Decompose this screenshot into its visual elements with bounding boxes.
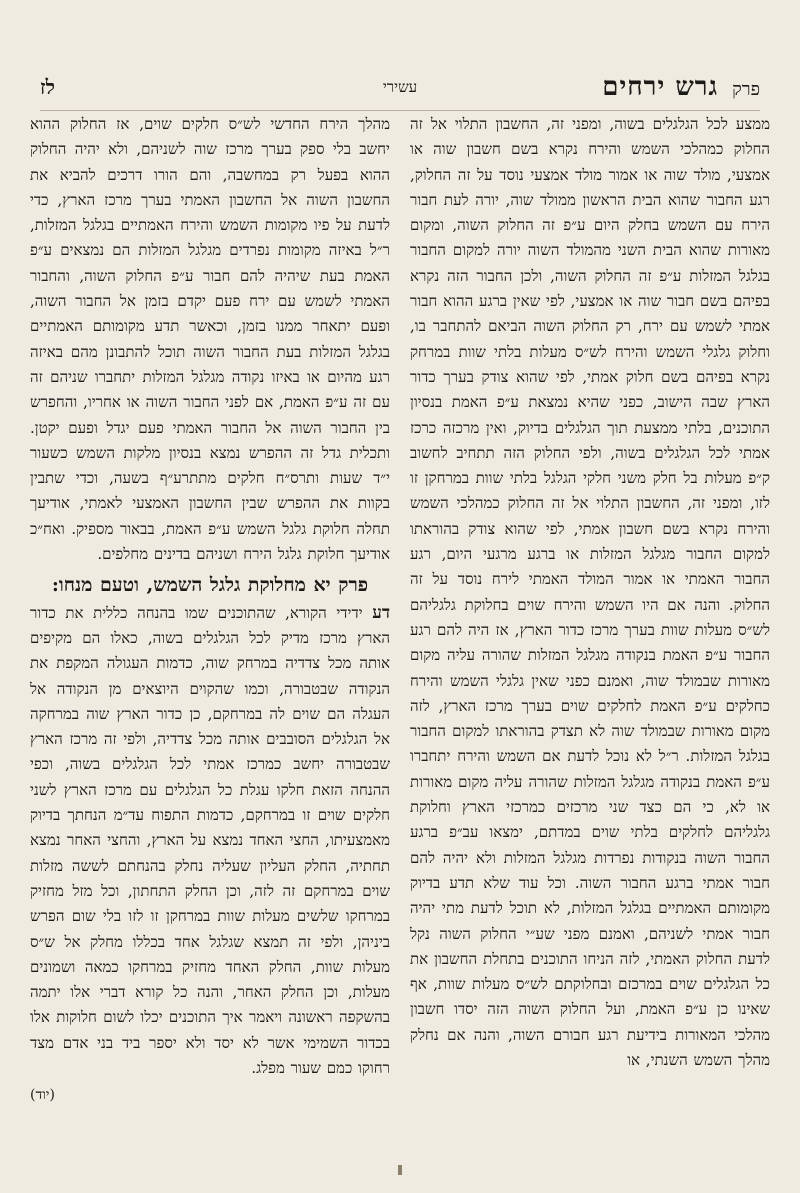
header-page-number: לז — [40, 74, 55, 99]
page-header — [40, 64, 760, 111]
right-column — [410, 112, 770, 1149]
left-column-text-before: מהלך הירח החדשי לש״ס חלקים שוים, אז החלוק ההוא יחשב בלי ספק בערך מרכז שוה לשניהם, ולא יהיה החלוק ההוא בפעל רק במחשבה, והם הורו דרכים להביא את החשבון השוה אל החשבון האמתי בערך מרכז הארץ, כדי לדעת על פיו מקומות השמש והירח האמתיים בגלגל המזלות, ר״ל באיזה מקומות נפרדים מגלגל המזלות הם נמצאים ע״פ האמת בעת שיהיה להם חבור ע״פ החלוק השוה, והחבור האמתי לשמש עם ירח פעם יקדם בזמן אל החבור השוה, ופעם יתאחר ממנו בזמן, וכאשר תדע מקומותם האמתיים בגלגל המזלות בעת החבור השוה תוכל להתבונן מהם באיזה רגע מהיום או באיזו נקודה מגלגל המזלות יתחברו שניהם זה עם זה ע״פ האמת, אם לפני החבור השוה או אחריו, והחפרש בין החבור השוה אל החבור האמתי פעם יגדל ופעם יקטן. ותכלית גדל זה ההפרש נמצא בנסיון מלקות השמש כשעור י״ד שעות ותרס״ח חלקים מתתרע״ף בשעה, וכדי שתבין בקוות את ההפרש שבין החשבון האמצעי לאמתי, אודיעך תחלה חלוקת גלגל השמש ע״פ האמת, בבאור מספיק. ואח״כ אודיעך חלוקת גלגל הירח ושניהם בדינים מחלפים. — [30, 115, 390, 564]
header-perek-label: פרק — [732, 79, 760, 100]
catchword: (יוד) — [30, 1087, 55, 1104]
text-columns — [30, 112, 770, 1149]
chapter-text: ידידי הקורא, שהתוכנים שמו בהנחה כללית את כדור הארץ מרכז מדיק לכל הגלגלים בשוה, כאלו הם מקיפים אותה מכל צדדיה במרחק שוה, כדמות העגולה המקפת את הנקודה שבטבורה, וכמו שהקוים היוצאים מן הנקודה אל העגלה הם שוים לה במרחקם, כן כדור הארץ שוה במרחקה אל הגלגלים הסובבים אותה מכל צדדיה, ולפי זה מרכז הארץ שבטבורה יחשב כמרכז אמתי לכל הגלגלים בשוה, וכפי ההנחה הזאת חלקו עגלת כל הגלגלים עם מרכז הארץ לשני חלקים שוים זו במרחקם, כדמות התפוח עד״מ הנחתך בדיוק מאמצעיתו, החצי האחד נמצא על הארץ, והחצי האחר נמצא תחתיה, החלק העליון שעליה נחלק בהנחתם לששה מזלות שוים במרחקם זה לזה, וכן החלק התחתון, וכל מזל מחזיק במרחקו שלשים מעלות שוות במרחקן זו לזו בלי שום הפרש ביניהן, ולפי זה תמצא שגלגל אחד בכללו מחלק אל ש״ס מעלות שוות, החלק האחד מחזיק במרחקו כמאה ושמונים מעלות, וכן החלק האחר, והנה כל קורא דברי אלו יתמה בהשקפה ראשונה ויאמר איך התוכנים יכלו לשום חלוקות אלו בכדור השמימי אשר לא יסד ולא יספר ביד בני אדם מצד רחוקו כמם שעור מפלג. — [30, 603, 390, 1077]
header-section-label: עשירי — [382, 77, 418, 96]
left-column — [30, 112, 390, 1149]
chapter-heading: פרק יא מחלוקת גלגל השמש, וטעם מנחו: — [51, 574, 369, 597]
header-running-title: גרש ירחים — [602, 72, 719, 102]
header-title-group — [602, 72, 760, 102]
right-column-text: ממצע לכל הגלגלים בשוה, ומפני זה, החשבון התלוי אל זה החלוק כמהלכי השמש והירח נקרא בשם חשבון שוה או אמצעי, מולד שוה או אמור מולד אמצעי נוסד על זה החלוק, רגע החבור שהוא הבית הראשון ממולד שוה, יורה לעת חבור הירח עם השמש בחלק היום ע״פ זה החלוק השוה, ומקום מאורות שהוא הבית השני מהמולד השוה יורה למקום החבור בגלגל המזלות ע״פ זה החלוק השוה, ולכן החבור הזה נקרא בפיהם בשם חבור שוה או אמצעי, לפי שאין ברגע ההוא חבור אמתי לשמש עם ירח, רק החלוק השוה הביאם להתחבר בו, וחלוק גלגלי השמש והירח לש״ס מעלות בלתי שוות במרחק נקרא בפיהם בשם חלוק אמתי, לפי שהוא צודק בערך כדור הארץ שבה הישוב, כפני שהיא נמצאת ע״פ האמת בנסיון התוכנים, בלתי ממצעת תוך הגלגלים בדיוק, ואין מרכזה כרכז אמתי לכל הגלגלים בשוה, ולפי החלוק הזה תתחיב לחשוב ק״פ מעלות בל חלק משני חלקי הגלגל בלתי שוות במרחקן זו לזו, ומפני זה, החשבון התלוי אל זה החלוק כמהלכי השמש והירח נקרא בשם חשבון אמתי, לפי שהוא צודק בהוראתו למקום החבור מגלגל המזלות או ברגע מרגעי היום, רגע החבור האמתי או אמור המולד האמתי לירח נוסד על זה החלוק. והנה אם היו השמש והירח שוים בחלוקת גלגליהם לש״ס מעלות שוות בערך מרכז כדור הארץ, אז היה להם רגע החבור ע״פ האמת בנקודה מגלגל המזלות שהורה עליה מקום מאורות שבמולד שוה, ואמנם כפני שאין גלגלי השמש והירח כחלקים ע״פ האמת לחלקים שוים בערך מרכז הארץ, לזה מקום מאורות שבמולד שוה לא תצדק בהוראתו למקום החבור בגלגל המזלות. ר״ל לא נוכל לדעת אם השמש והירח יתחברו ע״פ האמת בנקודה מגלגל המזלות שהורה עליה מקום מאורות או לא, כי הם כצד שני מרכזים כמרכזי הארץ וחלוקת גלגליהם לחלקים בלתי שוים במדתם, ימצאו עב״פ ברגע החבור השוה בנקודות נפרדות מגלגל המזלות ולא יהיה להם חבור אמתי ברגע החבור השוה. וכל עוד שלא תדע בדיוק מקומותם האמתיים בגלגל המזלות, לא תוכל לדעת מתי יהיה חבור אמתי לשניהם, ואמנם מפני שע״י החלוק השוה נקל לדעת החלוק האמתי, לזה הניחו התוכנים בתחלת החשבון את כל הגלגלים שוים במרכזם ובחלוקתם לש״ס מעלות שוות, אף שאינו כן ע״פ האמת, ועל החלוק השוה הזה יסדו חשבון מהלכי המאורות בידיעת רגע חבורם השוה, והנה אם נחלק מהלך השמש השנתי, או — [410, 115, 770, 1069]
chapter-paragraph — [30, 601, 390, 1082]
footer-mark — [398, 1165, 402, 1175]
chapter-lead-word: דע — [372, 602, 390, 623]
